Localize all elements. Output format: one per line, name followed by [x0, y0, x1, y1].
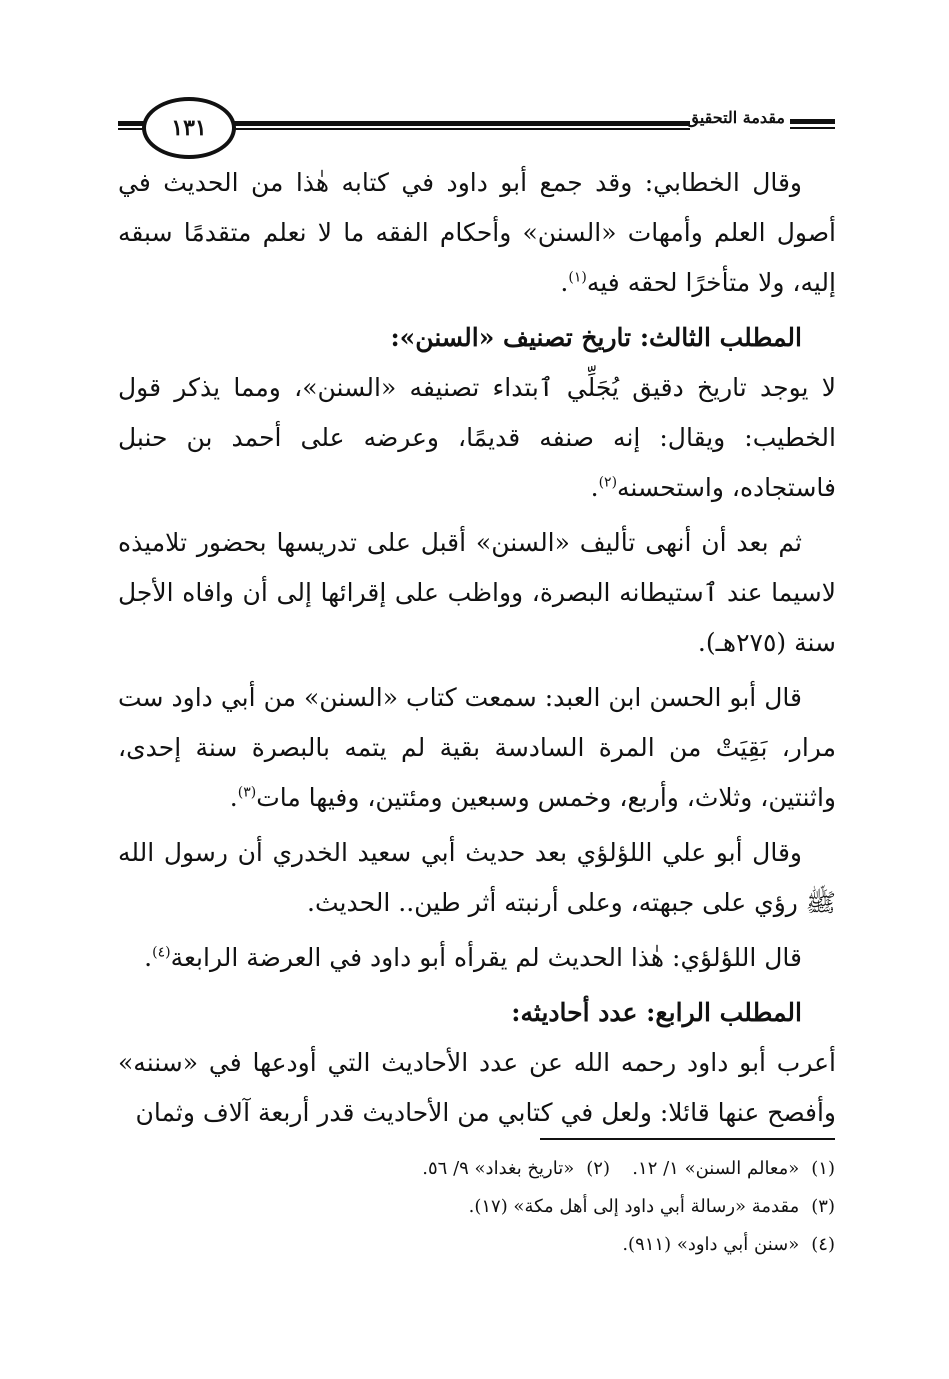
footnotes [200, 1150, 835, 1264]
footnote-text: «سنن أبي داود» (٩١١). [622, 1234, 800, 1255]
header-rule-left-thin [118, 128, 144, 130]
footnote-ref: (٤) [152, 944, 171, 961]
paragraph: وقال أبو علي اللؤلؤي بعد حديث أبي سعيد الخدري أن رسول الله ﷺ رؤي على جبهته، وعلى أرنبته أثر طين.. الحديث. [118, 838, 836, 917]
footnote-ref: (٣) [237, 784, 257, 801]
footnote [622, 1226, 835, 1264]
section-heading: المطلب الثالث: تاريخ تصنيف «السنن»: [390, 323, 802, 352]
page-number: ١٣١ [142, 97, 236, 159]
footnote-row [200, 1226, 835, 1264]
footnote-number: (٢) [586, 1158, 610, 1179]
paragraph: ثم بعد أن أنهى تأليف «السنن» أقبل على تدريسها بحضور تلاميذه لاسيما عند ٱستيطانه البصرة، وواظب على إقرائها إلى أن وافاه الأجل سنة (٢٧٥هـ). [118, 528, 836, 657]
header-rule-left [118, 121, 144, 126]
main-text [118, 158, 836, 1143]
section-heading: المطلب الرابع: عدد أحاديثه: [511, 998, 802, 1027]
footnote-number: (٤) [811, 1234, 835, 1255]
paragraph: قال أبو الحسن ابن العبد: سمعت كتاب «السنن» من أبي داود ست مرار، بَقِيَتْ من المرة السادسة بقية لم يتمه بالبصرة سنة إحدى، واثنتين، وثلاث، وأربع، وخمس وسبعين ومئتين، وفيها مات$^{(٣)}$. [118, 683, 836, 812]
paragraph: أعرب أبو داود رحمه الله عن عدد الأحاديث التي أودعها في «سننه» وأفصح عنها قائلا: ولعل في كتابي من الأحاديث قدر أربعة آلاف وثمان [118, 1048, 836, 1127]
header-rule-middle-thin [228, 128, 690, 130]
footnote-text: «تاريخ بغداد» ٩/ ٥٦. [422, 1158, 575, 1179]
footnote-text: مقدمة «رسالة أبي داود إلى أهل مكة» (١٧). [468, 1196, 800, 1217]
footnote-separator [540, 1138, 835, 1140]
footnote-text: «معالم السنن» ١/ ١٢. [632, 1158, 800, 1179]
footnote-number: (١) [811, 1158, 835, 1179]
page-header [0, 0, 949, 160]
running-title: مقدمة التحقيق [686, 108, 785, 127]
paragraph: لا يوجد تاريخ دقيق يُجَلِّي ٱبتداء تصنيفه «السنن»، ومما يذكر قول الخطيب: ويقال: إنه صنفه قديمًا، وعرضه على أحمد بن حنبل فاستجاده، واستحسنه$^{(٢)}$. [118, 373, 836, 502]
header-rule-middle [228, 121, 690, 126]
paragraph: قال اللؤلؤي: هٰذا الحديث لم يقرأه أبو داود في العرضة الرابعة$^{(٤)}$. [144, 943, 802, 972]
footnote [610, 1150, 835, 1188]
footnote-row [200, 1150, 835, 1188]
header-rule-right [790, 119, 835, 124]
footnote-row [200, 1188, 835, 1226]
footnote [469, 1188, 835, 1226]
footnote-ref: (١) [568, 269, 587, 286]
footnote-number: (٣) [811, 1196, 835, 1217]
header-rule-right-thin [790, 127, 835, 129]
paragraph: وقال الخطابي: وقد جمع أبو داود في كتابه هٰذا من الحديث في أصول العلم وأمهات «السنن» وأحكام الفقه ما لا نعلم متقدمًا سبقه إليه، ولا متأخرًا لحقه فيه$^{(١)}$. [118, 168, 836, 297]
footnote [422, 1150, 610, 1188]
footnote-ref: (٢) [598, 474, 618, 491]
